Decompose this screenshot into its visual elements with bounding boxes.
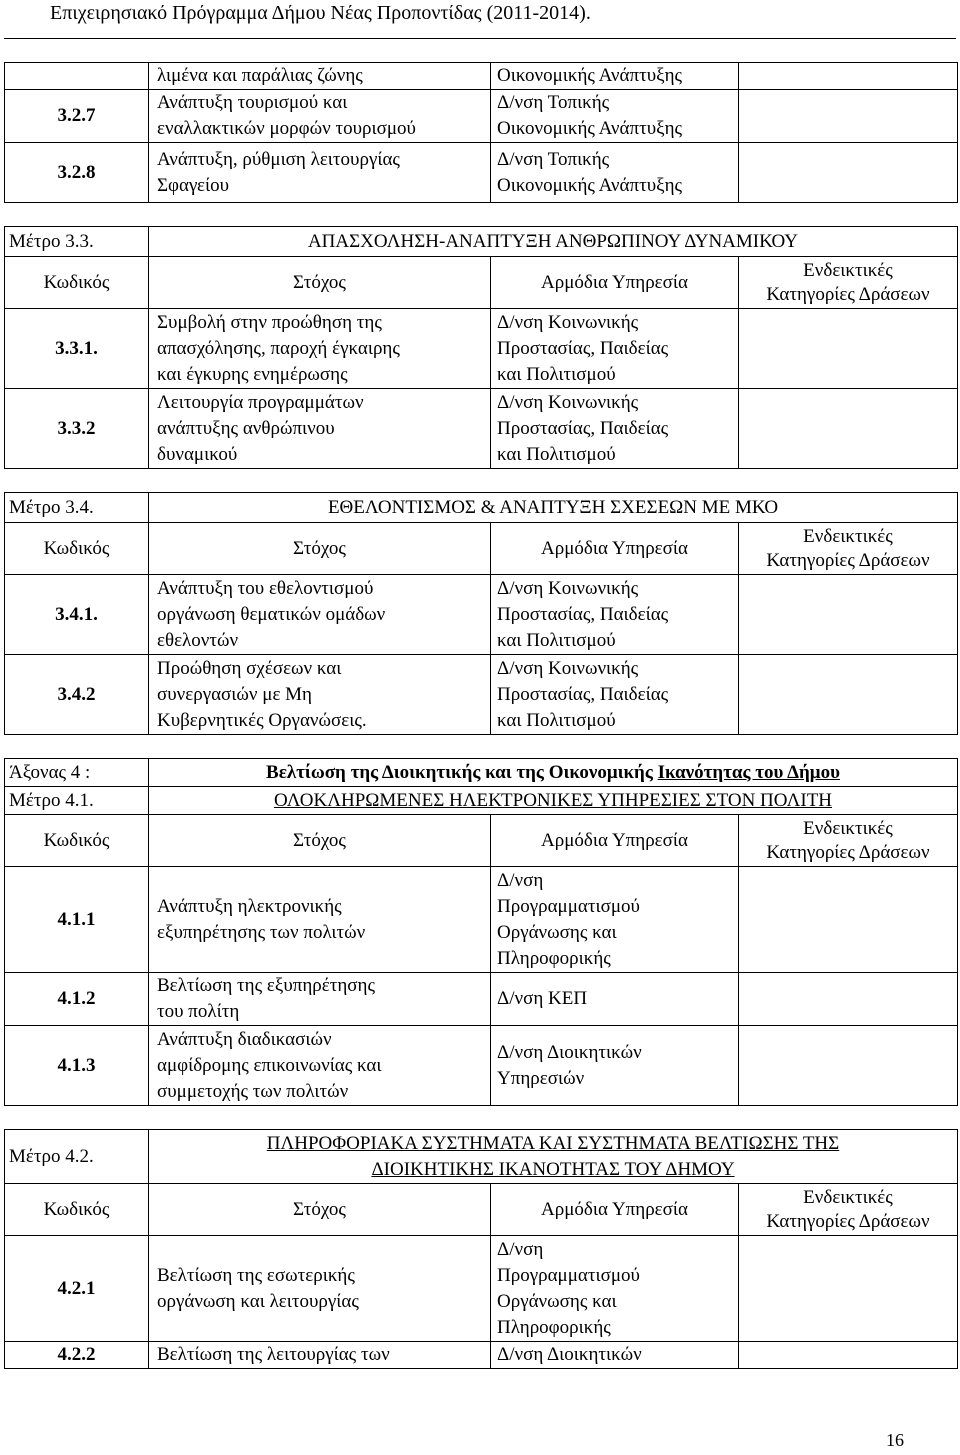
column-header-row [5, 1184, 958, 1236]
measure-title: ΟΛΟΚΛΗΡΩΜΕΝΕΣ ΗΛΕΚΤΡΟΝΙΚΕΣ ΥΠΗΡΕΣΙΕΣ ΣΤΟΝ ΠΟΛΙΤΗ [149, 787, 958, 815]
measure-label: Μέτρο 3.3. [5, 227, 149, 257]
table-row [5, 90, 958, 143]
code-cell: 4.1.3 [5, 1026, 149, 1106]
category-cell [739, 1236, 958, 1342]
code-cell: 3.3.2 [5, 389, 149, 469]
goal-cell: Βελτίωση της λειτουργίας των [149, 1342, 491, 1369]
category-cell [739, 90, 958, 143]
goal-cell: Ανάπτυξη διαδικασιών αμφίδρομης επικοινωνίας και συμμετοχής των πολιτών [149, 1026, 491, 1106]
goal-cell: Ανάπτυξη ηλεκτρονικής εξυπηρέτησης των πολιτών [149, 867, 491, 973]
category-cell [739, 1342, 958, 1369]
measure-row [5, 227, 958, 257]
axis-title: Βελτίωση της Διοικητικής και της Οικονομικής Ικανότητας του Δήμου [149, 759, 958, 787]
code-cell: 3.4.1. [5, 575, 149, 655]
axis-label: Άξονας 4 : [5, 759, 149, 787]
col-header-service: Αρμόδια Υπηρεσία [491, 257, 739, 309]
service-cell: Δ/νση Διοικητικών Υπηρεσιών [491, 1026, 739, 1106]
col-header-service: Αρμόδια Υπηρεσία [491, 1184, 739, 1236]
category-cell [739, 973, 958, 1026]
category-cell [739, 655, 958, 735]
measure-row [5, 493, 958, 523]
table-row [5, 1236, 958, 1342]
table-row [5, 867, 958, 973]
header-rule [4, 38, 956, 39]
service-cell: Δ/νση Τοπικής Οικονομικής Ανάπτυξης [491, 90, 739, 143]
code-cell: 4.1.1 [5, 867, 149, 973]
table-row [5, 973, 958, 1026]
page-header: Επιχειρησιακό Πρόγραμμα Δήμου Νέας Προποντίδας (2011-2014). [50, 2, 591, 24]
col-header-category: Ενδεικτικές Κατηγορίες Δράσεων [739, 815, 958, 867]
table-row [5, 1026, 958, 1106]
measure-title: ΕΘΕΛΟΝΤΙΣΜΟΣ & ΑΝΑΠΤΥΞΗ ΣΧΕΣΕΩΝ ΜΕ ΜΚΟ [149, 493, 958, 523]
col-header-goal: Στόχος [149, 815, 491, 867]
table-row [5, 1342, 958, 1369]
table-row [5, 309, 958, 389]
column-header-row [5, 815, 958, 867]
table-row [5, 63, 958, 90]
goal-cell: Λειτουργία προγραμμάτων ανάπτυξης ανθρώπινου δυναμικού [149, 389, 491, 469]
service-cell: Δ/νση Κοινωνικής Προστασίας, Παιδείας και Πολιτισμού [491, 575, 739, 655]
category-cell [739, 309, 958, 389]
col-header-category: Ενδεικτικές Κατηγορίες Δράσεων [739, 1184, 958, 1236]
code-cell [5, 63, 149, 90]
page-number: 16 [886, 1430, 904, 1450]
goal-cell: λιμένα και παράλιας ζώνης [149, 63, 491, 90]
table-row [5, 655, 958, 735]
measure-row [5, 787, 958, 815]
col-header-goal: Στόχος [149, 257, 491, 309]
measure-label: Μέτρο 3.4. [5, 493, 149, 523]
goal-cell: Ανάπτυξη του εθελοντισμού οργάνωση θεματικών ομάδων εθελοντών [149, 575, 491, 655]
service-cell: Δ/νση Κοινωνικής Προστασίας, Παιδείας και Πολιτισμού [491, 655, 739, 735]
service-cell: Οικονομικής Ανάπτυξης [491, 63, 739, 90]
service-cell: Δ/νση Κοινωνικής Προστασίας, Παιδείας και Πολιτισμού [491, 389, 739, 469]
service-cell: Δ/νση Κοινωνικής Προστασίας, Παιδείας και Πολιτισμού [491, 309, 739, 389]
code-cell: 4.2.1 [5, 1236, 149, 1342]
column-header-row [5, 257, 958, 309]
service-cell: Δ/νση Προγραμματισμού Οργάνωσης και Πληροφορικής [491, 867, 739, 973]
service-cell: Δ/νση Διοικητικών [491, 1342, 739, 1369]
col-header-code: Κωδικός [5, 1184, 149, 1236]
action-plan-table [4, 62, 958, 1369]
spacer-row [5, 469, 958, 493]
col-header-code: Κωδικός [5, 815, 149, 867]
axis-row [5, 759, 958, 787]
col-header-code: Κωδικός [5, 257, 149, 309]
service-cell: Δ/νση Τοπικής Οικονομικής Ανάπτυξης [491, 143, 739, 203]
category-cell [739, 867, 958, 973]
category-cell [739, 389, 958, 469]
goal-cell: Βελτίωση της εσωτερικής οργάνωση και λειτουργίας [149, 1236, 491, 1342]
code-cell: 3.3.1. [5, 309, 149, 389]
col-header-goal: Στόχος [149, 1184, 491, 1236]
measure-row [5, 1130, 958, 1184]
category-cell [739, 1026, 958, 1106]
service-cell: Δ/νση ΚΕΠ [491, 973, 739, 1026]
service-cell: Δ/νση Προγραμματισμού Οργάνωσης και Πληροφορικής [491, 1236, 739, 1342]
spacer-row [5, 1106, 958, 1130]
code-cell: 4.2.2 [5, 1342, 149, 1369]
spacer-row [5, 735, 958, 759]
col-header-category: Ενδεικτικές Κατηγορίες Δράσεων [739, 523, 958, 575]
code-cell: 4.1.2 [5, 973, 149, 1026]
measure-label: Μέτρο 4.2. [5, 1130, 149, 1184]
goal-cell: Ανάπτυξη τουρισμού και εναλλακτικών μορφών τουρισμού [149, 90, 491, 143]
col-header-service: Αρμόδια Υπηρεσία [491, 523, 739, 575]
goal-cell: Βελτίωση της εξυπηρέτησης του πολίτη [149, 973, 491, 1026]
goal-cell: Προώθηση σχέσεων και συνεργασιών με Μη Κυβερνητικές Οργανώσεις. [149, 655, 491, 735]
category-cell [739, 575, 958, 655]
code-cell: 3.2.7 [5, 90, 149, 143]
measure-title: ΠΛΗΡΟΦΟΡΙΑΚΑ ΣΥΣΤΗΜΑΤΑ ΚΑΙ ΣΥΣΤΗΜΑΤΑ ΒΕΛΤΙΩΣΗΣ ΤΗΣ ΔΙΟΙΚΗΤΙΚΗΣ ΙΚΑΝΟΤΗΤΑΣ ΤΟΥ ΔΗΜΟΥ [149, 1130, 958, 1184]
category-cell [739, 143, 958, 203]
measure-label: Μέτρο 4.1. [5, 787, 149, 815]
code-cell: 3.4.2 [5, 655, 149, 735]
table-row [5, 389, 958, 469]
goal-cell: Συμβολή στην προώθηση της απασχόλησης, παροχή έγκαιρης και έγκυρης ενημέρωσης [149, 309, 491, 389]
spacer-row [5, 203, 958, 227]
table-row [5, 575, 958, 655]
col-header-service: Αρμόδια Υπηρεσία [491, 815, 739, 867]
code-cell: 3.2.8 [5, 143, 149, 203]
measure-title: ΑΠΑΣΧΟΛΗΣΗ-ΑΝΑΠΤΥΞΗ ΑΝΘΡΩΠΙΝΟΥ ΔΥΝΑΜΙΚΟΥ [149, 227, 958, 257]
col-header-code: Κωδικός [5, 523, 149, 575]
category-cell [739, 63, 958, 90]
table-row [5, 143, 958, 203]
column-header-row [5, 523, 958, 575]
goal-cell: Ανάπτυξη, ρύθμιση λειτουργίας Σφαγείου [149, 143, 491, 203]
col-header-goal: Στόχος [149, 523, 491, 575]
col-header-category: Ενδεικτικές Κατηγορίες Δράσεων [739, 257, 958, 309]
